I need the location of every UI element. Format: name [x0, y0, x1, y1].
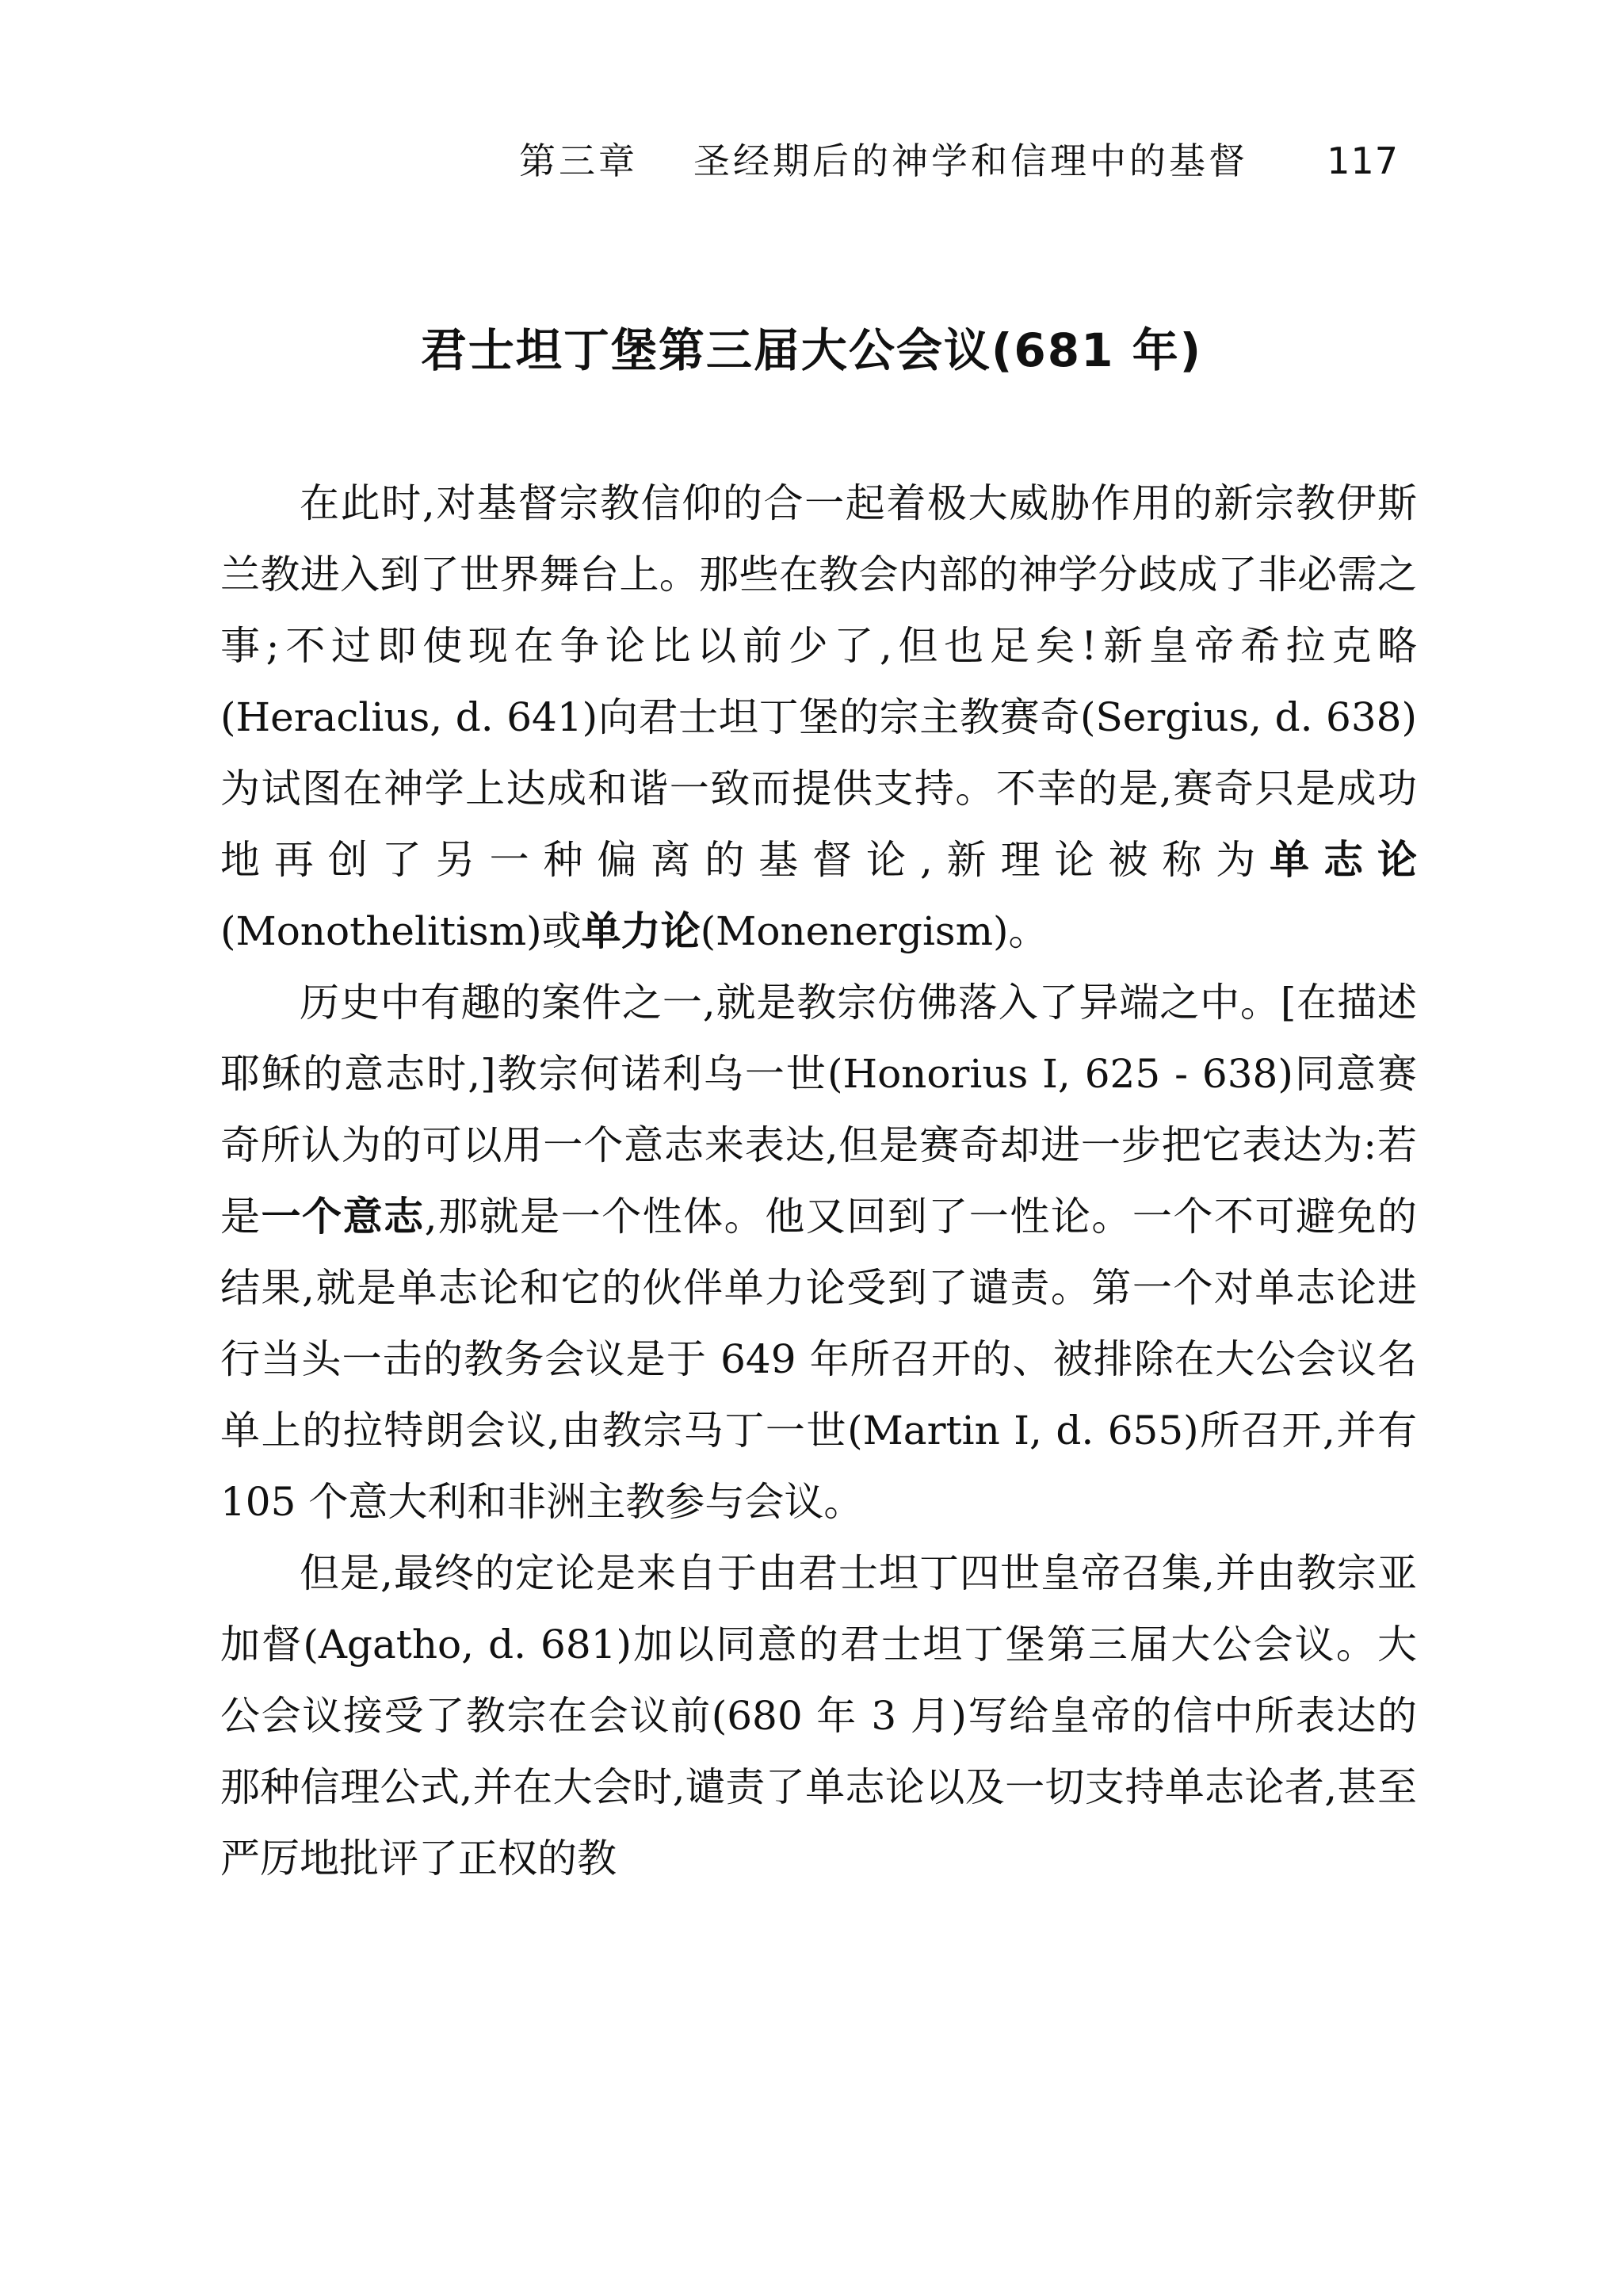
section-title: 君士坦丁堡第三届大公会议(681 年): [420, 323, 1203, 377]
paragraph-text: 在此时,对基督宗教信仰的合一起着极大威胁作用的新宗教伊斯兰教进入到了世界舞台上。那些在教会内部的神学分歧成了非必需之事;不过即使现在争论比以前少了,但也足矣!新皇帝希拉克略(Heraclius, d. 641)向君士坦丁堡的宗主教赛奇(Sergius, d. 638)为试图在神学上达成和谐一致而提供支持。不幸的是,赛奇只是成功地再创了另一种偏离的基督论,新理论被称为: [220, 480, 1417, 883]
body-text: [220, 468, 1417, 1894]
paragraph-text: (Monothelitism)或: [220, 908, 582, 954]
page-number: 117: [1327, 139, 1399, 182]
key-term: 单志论: [1270, 837, 1417, 883]
running-header: [519, 133, 1399, 189]
chapter-title: 圣经期后的神学和信理中的基督: [693, 139, 1248, 182]
paragraph-3: [220, 1538, 1417, 1894]
paragraph-text: ,那就是一个性体。他又回到了一性论。一个不可避免的结果,就是单志论和它的伙伴单力论受到了谴责。第一个对单志论进行当头一击的教务会议是于 649 年所召开的、被排除在大公会议名单上的拉特朗会议,由教宗马丁一世(Martin I, d. 655)所召开,并有 105 个意大利和非洲主教参与会议。: [220, 1194, 1418, 1525]
key-term: 单力论: [581, 908, 701, 954]
paragraph-text: 但是,最终的定论是来自于由君士坦丁四世皇帝召集,并由教宗亚加督(Agatho, d. 681)加以同意的君士坦丁堡第三届大公会议。大公会议接受了教宗在会议前(680 年 3 月)写给皇帝的信中所表达的那种信理公式,并在大会时,谴责了单志论以及一切支持单志论者,甚至严厉地批评了正权的教: [220, 1550, 1417, 1881]
paragraph-text: 历史中有趣的案件之一,就是教宗仿佛落入了异端之中。[在描述耶稣的意志时,]教宗何诺利乌一世(Honorius I, 625 - 638)同意赛奇所认为的可以用一个意志来表达,但是赛奇却进一步把它表达为:若是: [220, 980, 1417, 1240]
paragraph-1: [220, 468, 1417, 967]
paragraph-2: [220, 967, 1417, 1538]
paragraph-text: (Monenergism)。: [700, 908, 1048, 954]
key-term: 一个意志: [261, 1194, 425, 1240]
chapter-label: 第三章: [519, 139, 638, 182]
